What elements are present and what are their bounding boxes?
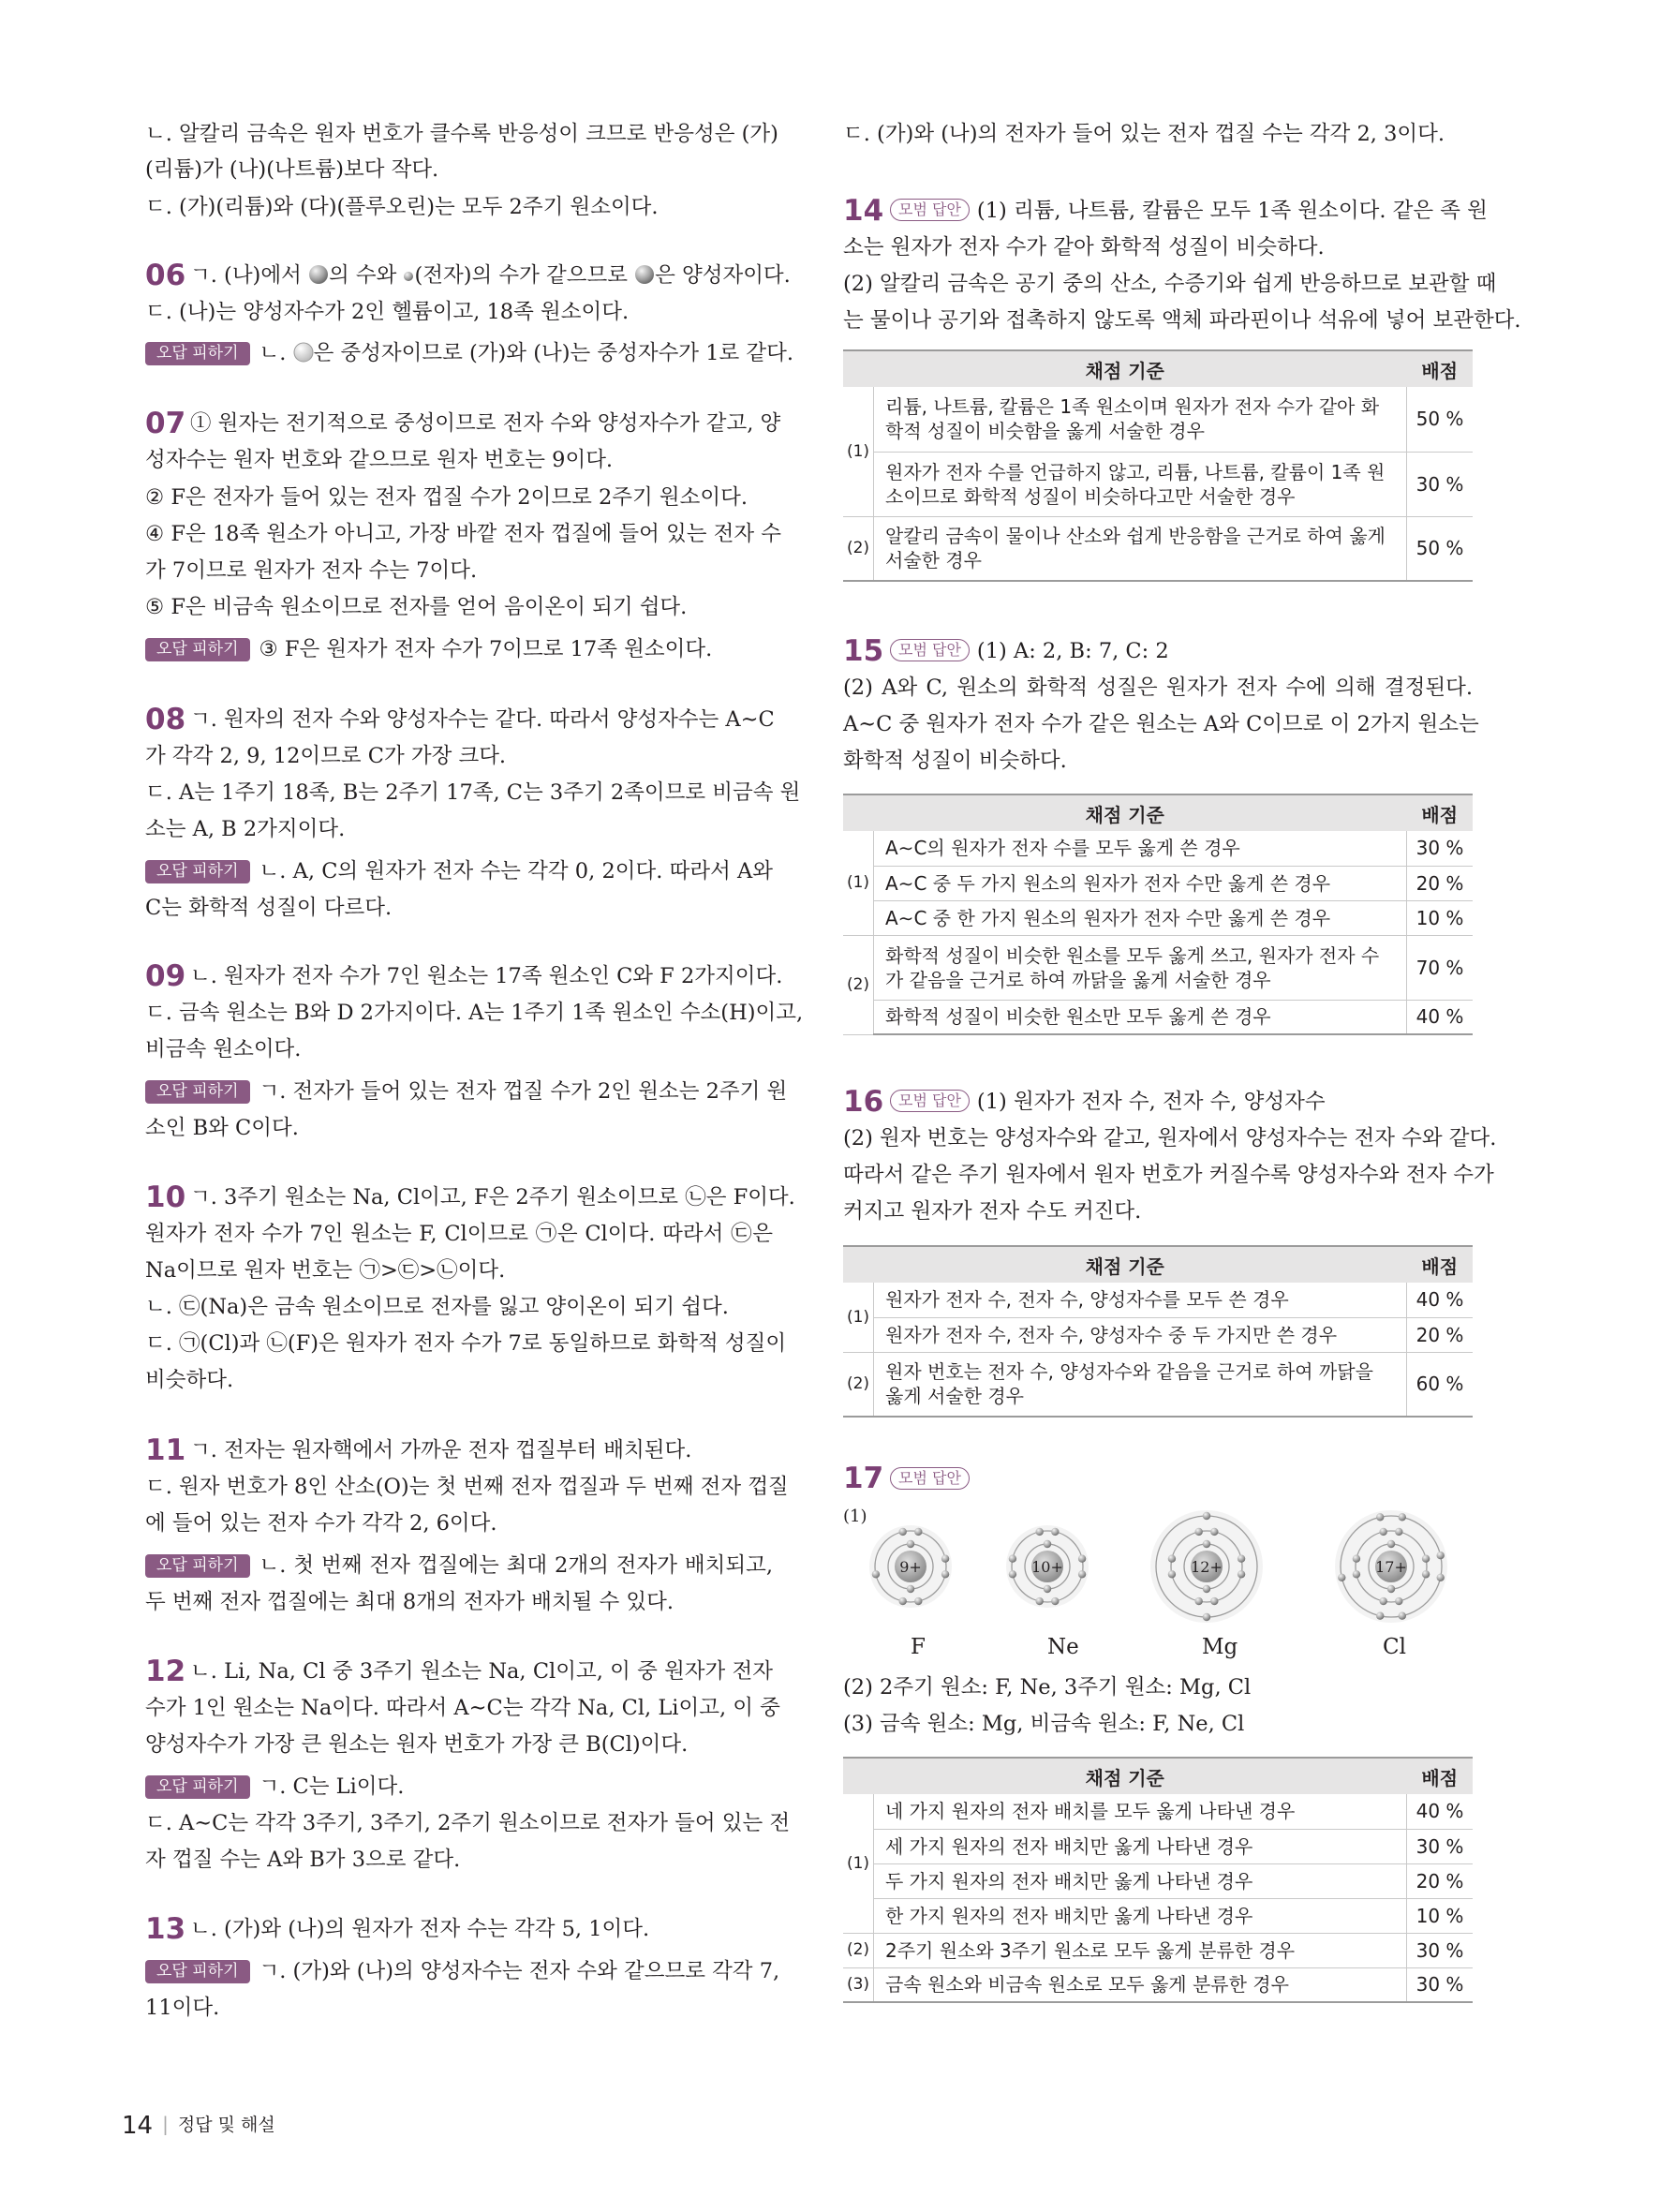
question-number: 08 — [145, 703, 186, 736]
electron — [1238, 1570, 1245, 1578]
text-line: A∼C 중 원자가 전자 수가 같은 원소는 A와 C이므로 이 2가지 원소는 — [843, 712, 1479, 736]
text-line: ㄷ. (가)(리튬)와 (다)(플루오린)는 모두 2주기 원소이다. — [145, 195, 659, 219]
text-line: 커지고 원자가 전자 수도 커진다. — [843, 1199, 1142, 1224]
model-answer-badge: 모범 답안 — [890, 1090, 970, 1112]
points-cell: 20 % — [1407, 1317, 1474, 1352]
electron — [1036, 1528, 1044, 1536]
section-cell: (3) — [843, 1967, 874, 2002]
scoring-table — [843, 1245, 1473, 1418]
criteria-cell: 두 가지 원자의 전자 배치만 옳게 나타낸 경우 — [874, 1863, 1407, 1898]
points-cell: 30 % — [1407, 1967, 1474, 2002]
electron — [1044, 1540, 1051, 1548]
footer-separator: | — [162, 2113, 169, 2135]
proton-ball-icon — [308, 264, 329, 285]
page-number: 14 — [122, 2112, 154, 2140]
text-line: 모범 답안 (1) A: 2, B: 7, C: 2 — [890, 639, 1473, 664]
text-line: (리튬)가 (나)(나트륨)보다 작다. — [145, 157, 439, 182]
electron — [1210, 1597, 1218, 1605]
nucleus-charge: 17+ — [1375, 1558, 1407, 1576]
question-number: 06 — [145, 259, 186, 292]
question-number: 09 — [145, 959, 186, 993]
electron — [941, 1570, 949, 1578]
atom-symbol: Mg — [1202, 1635, 1238, 1659]
wrong-answer-badge: 오답 피하기 — [145, 860, 250, 883]
nucleus-charge: 10+ — [1031, 1558, 1063, 1576]
text-line: 오답 피하기 ㄱ. 전자가 들어 있는 전자 껍질 수가 2인 원소는 2주기 원 — [145, 1079, 773, 1105]
electron — [1399, 1513, 1406, 1521]
text-line: 소는 원자가 전자 수가 같아 화학적 성질이 비슷하다. — [843, 235, 1325, 260]
text-line: ㄷ. 원자 번호가 8인 산소(O)는 첫 번째 전자 껍질과 두 번째 전자 껍질 — [145, 1475, 789, 1499]
criteria-cell: 원자 번호는 전자 수, 양성자수와 같음을 근거로 하여 까닭을 옳게 서술한 경우 — [874, 1352, 1407, 1417]
criteria-cell: 2주기 원소와 3주기 원소로 모두 옳게 분류한 경우 — [874, 1933, 1407, 1967]
scoring-table — [843, 1757, 1473, 2003]
criteria-header: 채점 기준 — [843, 350, 1407, 387]
electron — [1238, 1555, 1245, 1563]
criteria-cell: 화학적 성질이 비슷한 원소를 모두 옳게 쓰고, 원자가 전자 수가 같음을 근거로 하여 까닭을 옳게 서술한 경우 — [874, 935, 1407, 1000]
points-cell: 50 % — [1407, 516, 1474, 581]
text-line: 가 각각 2, 9, 12이므로 C가 가장 크다. — [145, 744, 507, 768]
electron — [1051, 1528, 1059, 1536]
electron — [1203, 1540, 1210, 1548]
criteria-cell: 세 가지 원자의 전자 배치만 옳게 나타낸 경우 — [874, 1829, 1407, 1863]
text-line: 양성자수가 가장 큰 원소는 원자 번호가 가장 큰 B(Cl)이다. — [145, 1732, 689, 1757]
text-line: ⑤ F은 비금속 원소이므로 전자를 얻어 음이온이 되기 쉽다. — [145, 595, 688, 619]
question-number: 12 — [145, 1655, 186, 1688]
atom-models — [852, 1508, 1473, 1626]
electron — [1009, 1555, 1016, 1563]
text-line: 오답 피하기 ㄱ. (가)와 (나)의 양성자수는 전자 수와 같으므로 각각 7, — [145, 1959, 773, 1984]
electron — [1376, 1513, 1384, 1521]
section-cell: (1) — [843, 831, 874, 935]
text-line: 오답 피하기 ㄴ. A, C의 원자가 전자 수는 각각 0, 2이다. 따라서 A와 — [145, 859, 773, 884]
text-line: ㄷ. ㉠(Cl)과 ㉡(F)은 원자가 전자 수가 7로 동일하므로 화학적 성질이 — [145, 1331, 787, 1356]
text-line: 모범 답안 (1) 리튬, 나트륨, 칼륨은 모두 1족 원소이다. 같은 족 원 — [890, 199, 1473, 224]
text-line: 자 껍질 수는 A와 B가 3으로 같다. — [145, 1848, 461, 1872]
text-line: ㄱ. 원자의 전자 수와 양성자수는 같다. 따라서 양성자수는 A∼C — [190, 707, 775, 732]
text-line: 오답 피하기 ㄴ. 첫 번째 전자 껍질에는 최대 2개의 전자가 배치되고, — [145, 1553, 773, 1579]
question-number: 13 — [145, 1912, 186, 1946]
electron — [1376, 1611, 1384, 1619]
text-line: 소는 A, B 2가지이다. — [145, 817, 346, 841]
electron — [899, 1528, 907, 1536]
text-line: ㄴ. (가)와 (나)의 원자가 전자 수는 각각 5, 1이다. — [190, 1917, 650, 1941]
points-cell: 60 % — [1407, 1352, 1474, 1417]
criteria-cell: A∼C 중 한 가지 원소의 원자가 전자 수만 옳게 쓴 경우 — [874, 900, 1407, 935]
criteria-cell: 네 가지 원자의 전자 배치를 모두 옳게 나타낸 경우 — [874, 1794, 1407, 1829]
wrong-answer-badge: 오답 피하기 — [145, 638, 250, 661]
footer-label: 정답 및 해설 — [177, 2115, 275, 2135]
atom-model-mg — [1150, 1510, 1263, 1623]
text-line: 화학적 성질이 비슷하다. — [843, 749, 1067, 773]
electron — [1203, 1613, 1210, 1621]
electron — [1195, 1528, 1203, 1536]
text-line: 두 번째 전자 껍질에는 최대 8개의 전자가 배치될 수 있다. — [145, 1590, 674, 1614]
points-header: 배점 — [1407, 1246, 1474, 1283]
text-line: 비슷하다. — [145, 1368, 234, 1392]
electron — [1436, 1574, 1444, 1581]
text-line: ㄷ. A는 1주기 18족, B는 2주기 17족, C는 3주기 2족이므로 비금속 원 — [145, 780, 801, 805]
electron — [1036, 1597, 1044, 1605]
text-line: 모범 답안 (1) 원자가 전자 수, 전자 수, 양성자수 — [890, 1090, 1473, 1115]
text-line: 는 물이나 공기와 접촉하지 않도록 액체 파라핀이나 석유에 넣어 보관한다. — [843, 308, 1521, 333]
atom-symbol: F — [911, 1635, 926, 1659]
electron — [1395, 1597, 1402, 1605]
neutron-ball-icon — [293, 342, 314, 363]
text-line: C는 화학적 성질이 다르다. — [145, 896, 393, 920]
electron — [1338, 1574, 1345, 1581]
wrong-answer-badge: 오답 피하기 — [145, 342, 250, 365]
criteria-cell: 금속 원소와 비금속 원소로 모두 옳게 분류한 경우 — [874, 1967, 1407, 2002]
criteria-header: 채점 기준 — [843, 1758, 1407, 1794]
electron — [1387, 1585, 1395, 1593]
points-cell: 30 % — [1407, 831, 1474, 866]
electron-configuration-figure — [852, 1508, 1473, 1668]
text-line: 따라서 같은 주기 원자에서 원자 번호가 커질수록 양성자수와 전자 수가 — [843, 1163, 1494, 1187]
electron — [1436, 1551, 1444, 1559]
model-answer-badge: 모범 답안 — [890, 1467, 970, 1490]
criteria-cell: 화학적 성질이 비슷한 원소만 모두 옳게 쓴 경우 — [874, 1000, 1407, 1034]
section-cell: (1) — [843, 1794, 874, 1933]
text-line: 오답 피하기 ㄱ. C는 Li이다. — [145, 1774, 773, 1800]
text-line: ㄷ. (가)와 (나)의 전자가 들어 있는 전자 껍질 수는 각각 2, 3이다. — [843, 122, 1445, 146]
electron — [1195, 1597, 1203, 1605]
points-header: 배점 — [1407, 1758, 1474, 1794]
electron — [1078, 1555, 1086, 1563]
page-footer — [122, 2111, 275, 2140]
atom-model-f — [869, 1525, 952, 1608]
wrong-answer-badge: 오답 피하기 — [145, 1775, 250, 1799]
text-line: (3) 금속 원소: Mg, 비금속 원소: F, Ne, Cl — [843, 1712, 1245, 1736]
points-cell: 40 % — [1407, 1000, 1474, 1034]
electron — [1009, 1570, 1016, 1578]
section-cell: (2) — [843, 1933, 874, 1967]
section-cell: (1) — [843, 1283, 874, 1352]
criteria-cell: 원자가 전자 수, 전자 수, 양성자수를 모두 쓴 경우 — [874, 1283, 1407, 1317]
question-number: 15 — [843, 634, 884, 668]
text-line: 11이다. — [145, 1996, 220, 2020]
text-line: 소인 B와 C이다. — [145, 1116, 299, 1140]
criteria-cell: 한 가지 원자의 전자 배치만 옳게 나타낸 경우 — [874, 1898, 1407, 1933]
criteria-cell: A∼C 중 두 가지 원소의 원자가 전자 수만 옳게 쓴 경우 — [874, 866, 1407, 900]
points-cell: 50 % — [1407, 387, 1474, 452]
sub-label: (1) — [843, 1507, 867, 1526]
text-line: (2) 원자 번호는 양성자수와 같고, 원자에서 양성자수는 전자 수와 같다. — [843, 1126, 1497, 1151]
electron — [1203, 1585, 1210, 1593]
electron — [941, 1555, 949, 1563]
points-cell: 20 % — [1407, 866, 1474, 900]
section-cell: (2) — [843, 935, 874, 1034]
text-line: 오답 피하기 ③ F은 원자가 전자 수가 7이므로 17족 원소이다. — [145, 637, 773, 662]
model-answer-badge: 모범 답안 — [890, 639, 970, 661]
wrong-answer-badge: 오답 피하기 — [145, 1080, 250, 1104]
points-cell: 10 % — [1407, 1898, 1474, 1933]
atom-symbol: Cl — [1383, 1635, 1406, 1659]
electron — [1422, 1555, 1430, 1563]
text-line: ② F은 전자가 들어 있는 전자 껍질 수가 2이므로 2주기 원소이다. — [145, 485, 748, 510]
points-cell: 20 % — [1407, 1863, 1474, 1898]
electron-dot-icon — [403, 271, 414, 282]
points-cell: 30 % — [1407, 1933, 1474, 1967]
text-line: (2) 2주기 원소: F, Ne, 3주기 원소: Mg, Cl — [843, 1675, 1252, 1700]
electron — [907, 1540, 914, 1548]
electron — [1422, 1570, 1430, 1578]
points-cell: 70 % — [1407, 935, 1474, 1000]
criteria-cell: A∼C의 원자가 전자 수를 모두 옳게 쓴 경우 — [874, 831, 1407, 866]
electron — [1051, 1597, 1059, 1605]
question-number: 14 — [843, 194, 884, 228]
section-cell: (2) — [843, 1352, 874, 1417]
question-number: 16 — [843, 1085, 884, 1119]
electron — [1203, 1512, 1210, 1520]
electron — [1353, 1555, 1360, 1563]
text-line: ① 원자는 전기적으로 중성이므로 전자 수와 양성자수가 같고, 양 — [190, 411, 781, 436]
electron — [899, 1597, 907, 1605]
text-line: ㄱ. 전자는 원자핵에서 가까운 전자 껍질부터 배치된다. — [190, 1438, 692, 1462]
electron — [914, 1528, 922, 1536]
text-line: 원자가 전자 수가 7인 원소는 F, Cl이므로 ㉠은 Cl이다. 따라서 ㉢은 — [145, 1222, 773, 1246]
text-line: ㄷ. (나)는 양성자수가 2인 헬륨이고, 18족 원소이다. — [145, 300, 630, 324]
atom-model-ne — [1006, 1525, 1089, 1608]
text-line: ㄴ. Li, Na, Cl 중 3주기 원소는 Na, Cl이고, 이 중 원자가 전자 — [190, 1659, 773, 1684]
electron — [1387, 1540, 1395, 1548]
text-line: (2) A와 C, 원소의 화학적 성질은 원자가 전자 수에 의해 결정된다. — [843, 675, 1473, 700]
nucleus-charge: 9+ — [899, 1558, 922, 1576]
electron — [1044, 1585, 1051, 1593]
electron — [1399, 1611, 1406, 1619]
text-line: 가 7이므로 원자가 전자 수는 7이다. — [145, 558, 478, 583]
criteria-cell: 원자가 전자 수, 전자 수, 양성자수 중 두 가지만 쓴 경우 — [874, 1317, 1407, 1352]
text-line: ④ F은 18족 원소가 아니고, 가장 바깥 전자 껍질에 들어 있는 전자 수 — [145, 522, 782, 546]
points-cell: 30 % — [1407, 452, 1474, 516]
electron — [872, 1570, 880, 1578]
electron — [1380, 1597, 1387, 1605]
electron — [1353, 1570, 1360, 1578]
question-number: 10 — [145, 1180, 186, 1214]
nucleus-charge: 12+ — [1191, 1558, 1223, 1576]
text-line: 성자수는 원자 번호와 같으므로 원자 번호는 9이다. — [145, 448, 614, 472]
electron — [1210, 1528, 1218, 1536]
model-answer-badge: 모범 답안 — [890, 199, 970, 221]
electron — [1395, 1528, 1402, 1536]
text-line: 오답 피하기 ㄴ. 은 중성자이므로 (가)와 (나)는 중성자수가 1로 같다. — [145, 341, 773, 366]
electron — [1380, 1528, 1387, 1536]
text-line: ㄴ. ㉢(Na)은 금속 원소이므로 전자를 잃고 양이온이 되기 쉽다. — [145, 1295, 729, 1319]
points-header: 배점 — [1407, 794, 1474, 831]
question-number: 07 — [145, 407, 186, 440]
points-cell: 30 % — [1407, 1829, 1474, 1863]
criteria-header: 채점 기준 — [843, 1246, 1407, 1283]
text-line: ㄴ. 원자가 전자 수가 7인 원소는 17족 원소인 C와 F 2가지이다. — [190, 964, 783, 988]
criteria-cell: 알칼리 금속이 물이나 산소와 쉽게 반응함을 근거로 하여 옳게 서술한 경우 — [874, 516, 1407, 581]
text-line: ㄷ. 금속 원소는 B와 D 2가지이다. A는 1주기 1족 원소인 수소(H)이고, — [145, 1001, 804, 1025]
points-header: 배점 — [1407, 350, 1474, 387]
text-line: ㄴ. 알칼리 금속은 원자 번호가 클수록 반응성이 크므로 반응성은 (가) — [145, 122, 778, 146]
text-line: (2) 알칼리 금속은 공기 중의 산소, 수증기와 쉽게 반응하므로 보관할 때 — [843, 272, 1497, 296]
points-cell: 40 % — [1407, 1283, 1474, 1317]
points-cell: 10 % — [1407, 900, 1474, 935]
criteria-cell: 원자가 전자 수를 언급하지 않고, 리튬, 나트륨, 칼륨이 1족 원소이므로 화학적 성질이 비슷하다고만 서술한 경우 — [874, 452, 1407, 516]
text-line: 비금속 원소이다. — [145, 1037, 302, 1061]
text-line: Na이므로 원자 번호는 ㉠>㉢>㉡이다. — [145, 1258, 506, 1283]
atom-model-cl — [1335, 1510, 1447, 1623]
text-line: 수가 1인 원소는 Na이다. 따라서 A∼C는 각각 Na, Cl, Li이고, 이 중 — [145, 1696, 780, 1720]
points-cell: 40 % — [1407, 1794, 1474, 1829]
electron — [1168, 1555, 1176, 1563]
text-line: 에 들어 있는 전자 수가 각각 2, 6이다. — [145, 1511, 497, 1536]
text-line: ㄱ. (나)에서 의 수와 (전자)의 수가 같으므로 은 양성자이다. — [190, 263, 791, 288]
wrong-answer-badge: 오답 피하기 — [145, 1554, 250, 1578]
section-cell: (1) — [843, 387, 874, 516]
electron — [914, 1597, 922, 1605]
text-line — [890, 1467, 1473, 1492]
section-cell: (2) — [843, 516, 874, 581]
electron — [907, 1585, 914, 1593]
criteria-cell: 리튬, 나트륨, 칼륨은 1족 원소이며 원자가 전자 수가 같아 화학적 성질이 비슷함을 옳게 서술한 경우 — [874, 387, 1407, 452]
criteria-header: 채점 기준 — [843, 794, 1407, 831]
question-number: 11 — [145, 1433, 186, 1467]
scoring-table — [843, 794, 1473, 1035]
wrong-answer-badge: 오답 피하기 — [145, 1960, 250, 1983]
question-number: 17 — [843, 1462, 884, 1495]
proton-ball-icon — [634, 264, 655, 285]
text-line: ㄷ. A∼C는 각각 3주기, 3주기, 2주기 원소이므로 전자가 들어 있는 전 — [145, 1811, 791, 1835]
text-line: ㄱ. 3주기 원소는 Na, Cl이고, F은 2주기 원소이므로 ㉡은 F이다. — [190, 1185, 795, 1210]
electron — [1168, 1570, 1176, 1578]
electron — [1078, 1570, 1086, 1578]
scoring-table — [843, 349, 1473, 582]
atom-symbol: Ne — [1047, 1635, 1079, 1659]
